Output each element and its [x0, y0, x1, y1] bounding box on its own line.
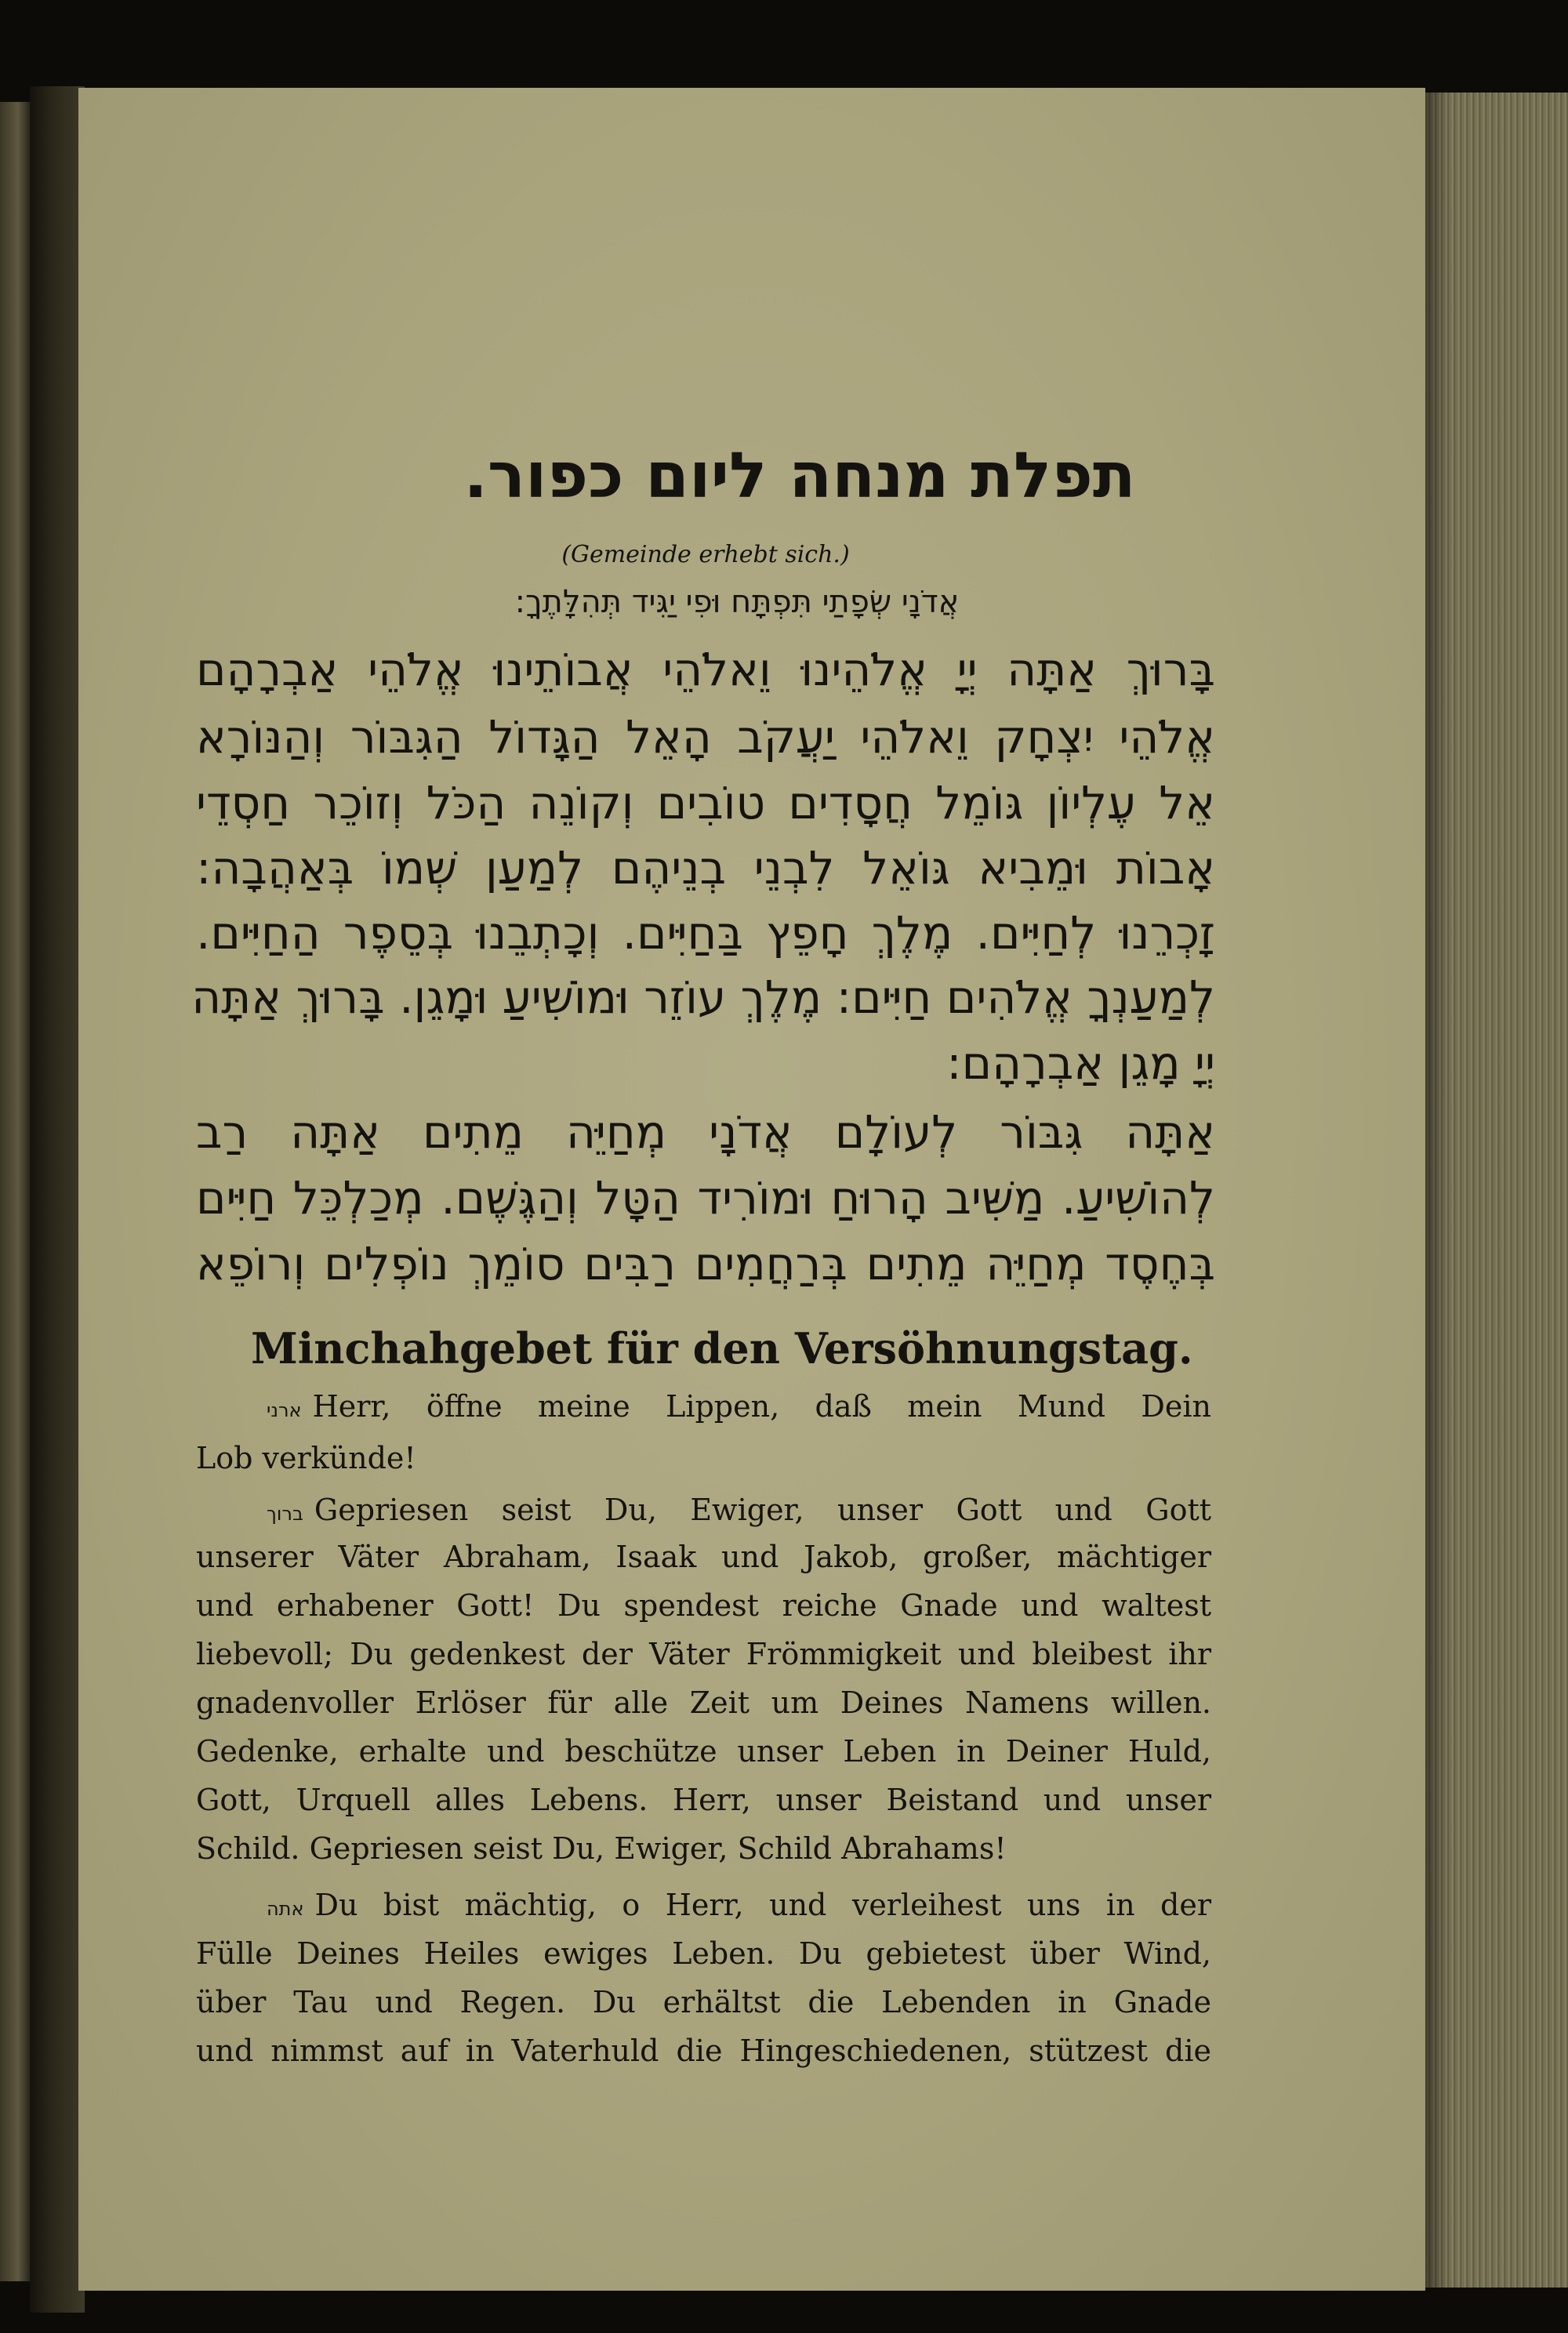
german-line: und erhabener Gott! Du spendest reiche Gnade und waltest	[196, 1588, 1211, 1623]
german-line: Schild. Gepriesen seist Du, Ewiger, Schild Abrahams!	[196, 1831, 1007, 1866]
hebrew-line: לְהוֹשִׁיעַ. מַשִּׁיב הָרוּחַ וּמוֹרִיד הַטָּל וְהַגֶּשֶׁם. מְכַלְכֵּל חַיִּים	[196, 1171, 1215, 1225]
hebrew-cue-baruch: ברוך	[267, 1503, 303, 1525]
hebrew-line: יְיָ מָגֵן אַבְרָהָם:	[946, 1036, 1215, 1090]
hebrew-line: בָּרוּךְ אַתָּה יְיָ אֱלֹהֵינוּ וֵאלֹהֵי אֲבוֹתֵינוּ אֱלֹהֵי אַבְרָהָם	[196, 643, 1215, 696]
german-line-text: Herr, öffne meine Lippen, daß mein Mund Dein	[312, 1389, 1211, 1424]
facing-page-edge	[0, 102, 30, 2281]
hebrew-line: לְמַעַנְךָ אֱלֹהִים חַיִּים: מֶלֶךְ עוֹזֵר וּמוֹשִׁיעַ וּמָגֵן. בָּרוּךְ אַתָּה	[191, 971, 1215, 1024]
book-gutter	[30, 86, 85, 2313]
german-line: Lob verkünde!	[196, 1441, 416, 1475]
german-line: Fülle Deines Heiles ewiges Leben. Du gebietest über Wind,	[196, 1936, 1211, 1971]
hebrew-title: תפלת מנחה ליום כפור.	[463, 439, 1136, 512]
hebrew-cue-atah: אתה	[267, 1898, 304, 1920]
german-line	[267, 1389, 1211, 1424]
german-line-text: Gepriesen seist Du, Ewiger, unser Gott und Gott	[314, 1493, 1211, 1527]
german-line	[267, 1888, 1211, 1922]
german-line: unserer Väter Abraham, Isaak und Jakob, großer, mächtiger	[196, 1540, 1211, 1574]
hebrew-line: אֵל עֶלְיוֹן גּוֹמֵל חֲסָדִים טוֹבִים וְקוֹנֵה הַכֹּל וְזוֹכֵר חַסְדֵי	[196, 776, 1215, 829]
hebrew-cue-adonai: ארני	[267, 1399, 302, 1421]
hebrew-line: בְּחֶסֶד מְחַיֵּה מֵתִים בְּרַחֲמִים רַבִּים סוֹמֵךְ נוֹפְלִים וְרוֹפֵא	[196, 1237, 1215, 1290]
hebrew-line: זָכְרֵנוּ לְחַיִּים. מֶלֶךְ חָפֵץ בַּחַיִּים. וְכָתְבֵנוּ בְּסֵפֶר הַחַיִּים.	[196, 906, 1215, 960]
hebrew-opening-verse: אֲדֹנָי שְׂפָתַי תִּפְתָּח וּפִי יַגִּיד תְּהִלָּתֶךָ:	[514, 584, 960, 620]
german-line	[267, 1493, 1211, 1527]
german-title: Minchahgebet für den Versöhnungstag.	[251, 1323, 1193, 1373]
german-line: Gedenke, erhalte und beschütze unser Leben in Deiner Huld,	[196, 1734, 1211, 1769]
rubric-instruction: (Gemeinde erhebt sich.)	[561, 541, 850, 568]
german-line: gnadenvoller Erlöser für alle Zeit um Deines Namens willen.	[196, 1685, 1211, 1720]
hebrew-line: אַתָּה גִּבּוֹר לְעוֹלָם אֲדֹנָי מְחַיֵּה מֵתִים אַתָּה רַב	[196, 1105, 1215, 1159]
german-line: über Tau und Regen. Du erhältst die Lebenden in Gnade	[196, 1985, 1211, 2019]
hebrew-line: אָבוֹת וּמֵבִיא גּוֹאֵל לִבְנֵי בְנֵיהֶם לְמַעַן שְׁמוֹ בְּאַהֲבָה:	[196, 841, 1215, 894]
hebrew-line: אֱלֹהֵי יִצְחָק וֵאלֹהֵי יַעֲקֹב הָאֵל הַגָּדוֹל הַגִּבּוֹר וְהַנּוֹרָא	[196, 710, 1215, 764]
page-edges-shadow	[1425, 93, 1449, 2288]
german-line: und nimmst auf in Vaterhuld die Hingeschiedenen, stützest die	[196, 2034, 1211, 2068]
german-line: liebevoll; Du gedenkest der Väter Frömmigkeit und bleibest ihr	[196, 1637, 1211, 1671]
german-line-text: Du bist mächtig, o Herr, und verleihest uns in der	[314, 1888, 1211, 1922]
german-line: Gott, Urquell alles Lebens. Herr, unser Beistand und unser	[196, 1783, 1211, 1817]
